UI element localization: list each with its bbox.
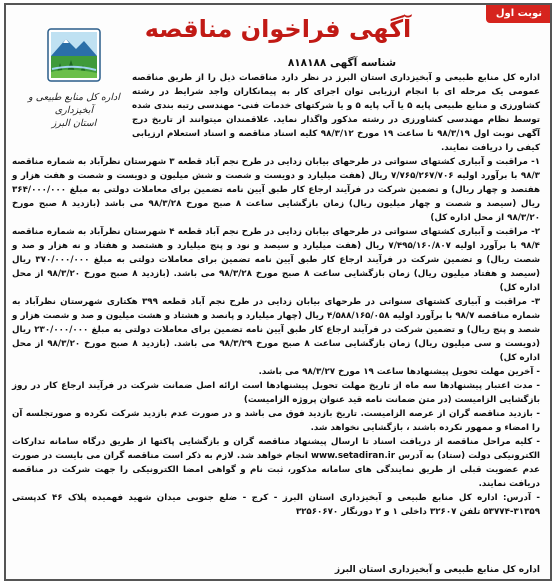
intro-paragraph: اداره کل منابع طبیعی و آبخیزداری استان البرز در نظر دارد مناقصات ذیل را از طریق مناقصه عمومی یک مرحله ای با انجام ارزیابی توان اجرای کار به پیمانکاران واجد شرایط در رشته کشاورزی و منابع طبیعی پایه ۵ یا آب پایه ۵ و یا شرکتهای خدمات فنی- مهندسی رتبه بندی شده توسط نظام مهندسی کشاورزی در رشته مذکور واگذار نماید. علاقمندان میتوانند از تاریخ درج آگهی نوبت اول ۹۸/۳/۱۹ تا ساعت ۱۹ مورخ ۹۸/۳/۱۲ کلیه اسناد مناقصه و اسناد استعلام ارزیابی کیفی را دریافت نمایند. [132,73,540,153]
site-visit-note: - بازدید مناقصه گران از عرصه الزامیست. تاریخ بازدید فوق می باشد و در صورت عدم بازدید شرکت نکرده و صورتجلسه آن را امضاء و ممهور نکرده باشند ، بازگشایی نخواهد شد. [12,409,540,433]
deadline-note: - آخرین مهلت تحویل پیشنهادها ساعت ۱۹ مورخ ۹۸/۳/۲۷ می باشد. [258,367,540,377]
tender-item-2: ۲- مراقبت و آبیاری کشتهای سنواتی در طرحهای بیابان زدایی در طرح نجم آباد قطعه ۴ شهرستان نظرآباد به شماره مناقصه ۹۸/۴ با برآورد اولیه ۷/۴۹۵/۱۶۰/۸۰۷ ریال (هفت میلیارد و سیصد و نود و پنج میلیارد و هشتصد و هفتاد و نه هزار و صد و شصت ریال) و تضمین شرکت در فرآیند ارجاع کار طبق آیین نامه تضمین برای معاملات دولتی به مبلغ ۳۷۰/۰۰۰/۰۰۰ ریال (سیصد و هفتاد میلیون ریال) زمان بازگشایی ساعت ۸ صبح مورخ ۹۸/۳/۲۸ می باشد. (بازدید ۸ صبح مورخ ۹۸/۳/۲۰ از محل اداره کل) [12,227,541,293]
logo-caption-line2: استان البرز [51,118,97,129]
validity-note: - مدت اعتبار پیشنهادها سه ماه از تاریخ مهلت تحویل پیشنهادها است ارائه اصل ضمانت شرکت در فرآیند ارجاع کار در روز بازگشایی الزامیست (در متن ضمانت نامه قید عنوان پروژه الزامیست) [12,381,540,405]
e-procurement-note: - کلیه مراحل مناقصه از دریافت اسناد تا ارسال پیشنهاد مناقصه گران و بازگشایی پاکتها از طریق درگاه سامانه تدارکات الکترونیکی دولت (ستاد) به آدرس www.setadiran.ir انجام خواهد شد. لازم به ذکر است مناقصه گران می بایست در صورت عدم عضویت قبلی از طریق نمایندگی های سامانه مذکور، ثبت نام و گواهی امضا الکترونیکی را جهت شرکت در مناقصه دریافت نمایند. [12,437,540,489]
notice-page [4,3,552,581]
address-note: - آدرس: اداره کل منابع طبیعی و آبخیزداری استان البرز - کرج - ضلع جنوبی میدان شهید فهمیده پلاک ۴۶ کدپستی ۳۱۳۵۹-۵۳۷۷۴ تلفن ۳۲۶۰۷ داخلی ۱ و ۲ دورنگار ۳۲۵۶۰۶۷۰ [12,493,540,517]
footer-organization: اداره کل منابع طبیعی و آبخیزداری استان البرز [334,565,540,575]
logo-caption-line1: اداره کل منابع طبیعی و آبخیزداری [28,92,120,116]
publication-badge: نوبت اول [486,5,550,23]
notice-title: آگهی فراخوان مناقصه [144,15,412,43]
tender-item-1: ۱- مراقبت و آبیاری کشتهای سنواتی در طرحهای بیابان زدایی در طرح نجم آباد قطعه ۳ شهرستان نظرآباد به شماره مناقصه ۹۸/۳ با برآورد اولیه ۷/۷۶۵/۲۶۷/۷۰۶ ریال (هفت میلیارد و دویست و شصت و شش میلیون و دویست و شصت و هفت هزار و هفتصد و چهار ریال) و تضمین شرکت در فرآیند ارجاع کار طبق آیین نامه تضمین برای معاملات دولتی به مبلغ ۳۶۴/۰۰۰/۰۰۰ ریال (سیصد و شصت و چهار میلیون ریال) زمان بازگشایی ساعت ۸ صبح مورخ ۹۸/۳/۲۸ می باشد (بازدید ۸ صبح مورخ ۹۸/۳/۲۰ از محل اداره کل) [12,157,541,223]
notice-body [12,71,540,519]
tender-item-3: ۳- مراقبت و آبیاری کشتهای سنواتی در طرحهای بیابان زدایی در طرح نجم آباد قطعه ۳۹۹ هکتاری شهرستان نظرآباد به شماره مناقصه ۹۸/۷ با برآورد اولیه ۴/۵۸۸/۱۶۵/۰۵۸ ریال (چهار میلیارد و پانصد و هشتاد و هشت میلیون و صد و شصت هزار و شصد و پنج ریال) و تضمین شرکت در فرآیند ارجاع کار طبق آیین نامه تضمین برای معاملات دولتی به مبلغ ۲۳۰/۰۰۰/۰۰۰ ریال (دویست و سی میلیون ریال) زمان بازگشایی ساعت ۸ صبح مورخ ۹۸/۳/۲۹ می باشد. (بازدید ۸ صبح مورخ ۹۸/۳/۲۰ از محل اداره کل) [12,297,541,363]
ad-identifier: شناسه آگهی ۸۱۸۱۸۸ [287,57,397,69]
